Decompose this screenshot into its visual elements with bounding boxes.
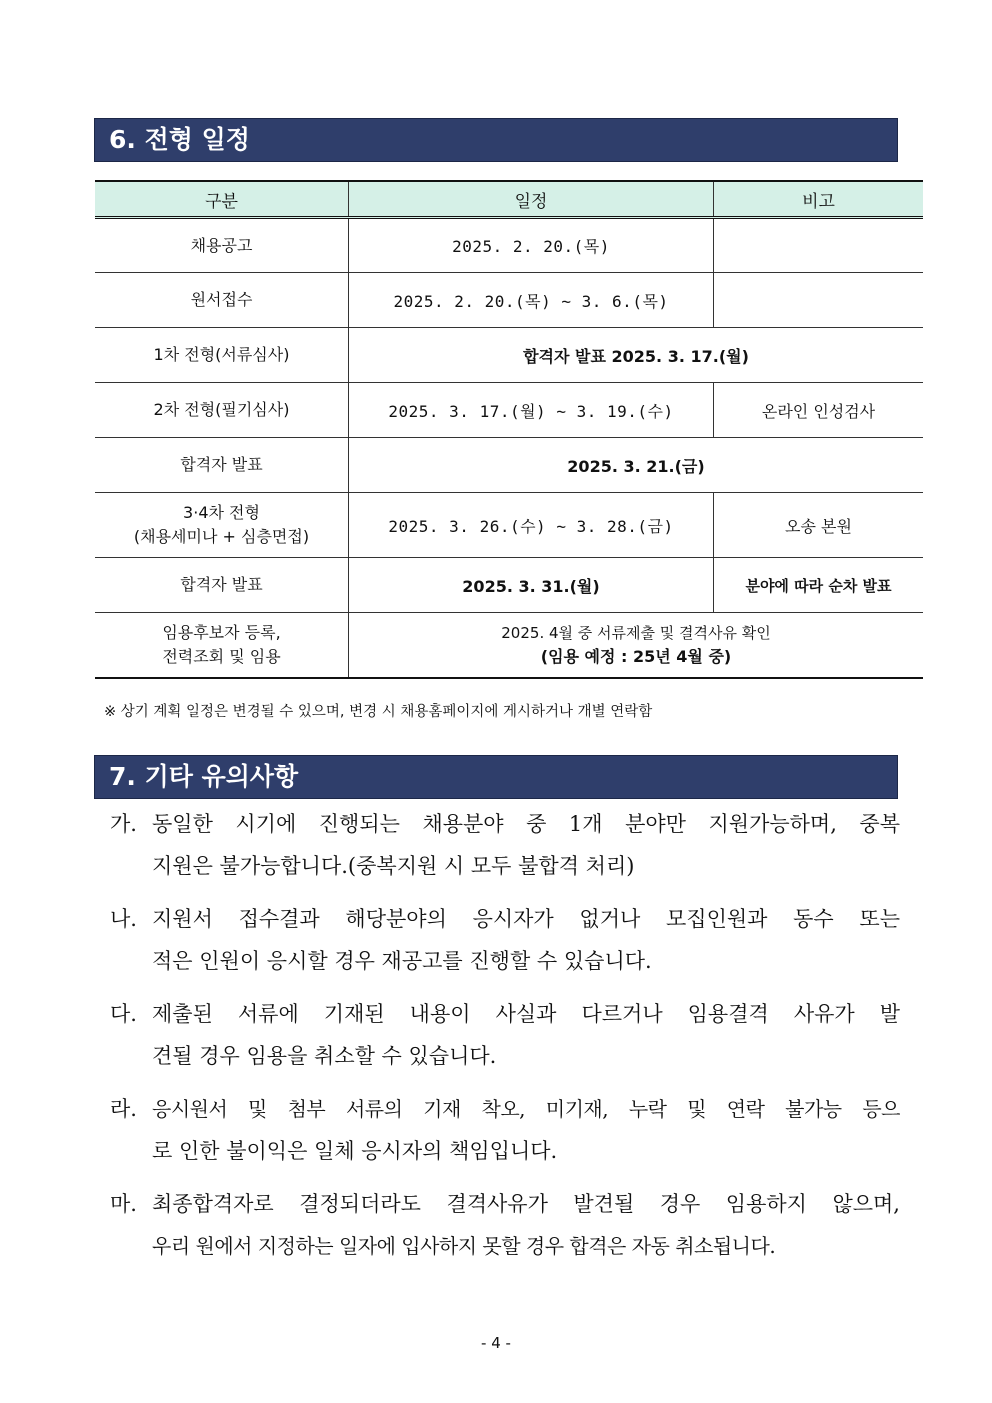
header-stage: 구분 bbox=[95, 181, 349, 218]
notice-line-1: 최종합격자로 결정되더라도 결격사유가 발견될 경우 임용하지 않으며, bbox=[152, 1192, 900, 1216]
note-cell bbox=[714, 218, 924, 273]
section-7-title: 7. 기타 유의사항 bbox=[109, 762, 299, 791]
schedule-table bbox=[95, 180, 923, 679]
table-row bbox=[95, 493, 923, 558]
notice-line-1: 제출된 서류에 기재된 내용이 사실과 다르거나 임용결격 사유가 발 bbox=[152, 1002, 900, 1026]
table-row bbox=[95, 273, 923, 328]
stage-cell: 합격자 발표 bbox=[95, 438, 349, 493]
notice-line-1: 응시원서 및 첨부 서류의 기재 착오, 미기재, 누락 및 연락 불가능 등으 bbox=[152, 1097, 900, 1121]
stage-line-1: 3·4차 전형 bbox=[183, 503, 260, 522]
note-cell: 분야에 따라 순차 발표 bbox=[714, 558, 924, 613]
list-item bbox=[110, 1088, 900, 1172]
notice-line-2: 견될 경우 임용을 취소할 수 있습니다. bbox=[152, 1044, 497, 1068]
note-cell: 오송 본원 bbox=[714, 493, 924, 558]
notice-line-2: 적은 인원이 응시할 경우 재공고를 진행할 수 있습니다. bbox=[152, 949, 652, 973]
header-date: 일정 bbox=[349, 181, 714, 218]
date-cell: 2025. 2. 20.(목) bbox=[349, 218, 714, 273]
note-cell bbox=[714, 273, 924, 328]
notice-line-1: 지원서 접수결과 해당분야의 응시자가 없거나 모집인원과 동수 또는 bbox=[152, 907, 900, 931]
note-cell: 온라인 인성검사 bbox=[714, 383, 924, 438]
schedule-footnote: ※ 상기 계획 일정은 변경될 수 있으며, 변경 시 채용홈페이지에 게시하거나 개별 연락함 bbox=[104, 704, 653, 720]
date-cell bbox=[349, 613, 924, 678]
list-item bbox=[110, 898, 900, 982]
table-row bbox=[95, 328, 923, 383]
stage-cell: 채용공고 bbox=[95, 218, 349, 273]
table-row bbox=[95, 383, 923, 438]
notice-line-2: 로 인한 불이익은 일체 응시자의 책임입니다. bbox=[152, 1139, 558, 1163]
list-item bbox=[110, 803, 900, 887]
date-line-1: 2025. 4월 중 서류제출 및 결격사유 확인 bbox=[501, 623, 771, 642]
stage-line-2: (채용세미나 + 심층면접) bbox=[133, 527, 310, 546]
section-6-title: 6. 전형 일정 bbox=[109, 125, 250, 154]
date-cell: 2025. 3. 21.(금) bbox=[349, 438, 924, 493]
table-row bbox=[95, 558, 923, 613]
list-marker: 다. bbox=[110, 1002, 137, 1026]
table-row bbox=[95, 613, 923, 678]
list-item bbox=[110, 993, 900, 1077]
table-row bbox=[95, 218, 923, 273]
date-line-2: (임용 예정 : 25년 4월 중) bbox=[540, 646, 732, 666]
list-marker: 라. bbox=[110, 1097, 137, 1121]
stage-line-1: 임용후보자 등록, bbox=[162, 622, 281, 642]
notice-line-1: 동일한 시기에 진행되는 채용분야 중 1개 분야만 지원가능하며, 중복 bbox=[152, 812, 900, 836]
list-marker: 나. bbox=[110, 907, 137, 931]
date-cell: 2025. 2. 20.(목) ~ 3. 6.(목) bbox=[349, 273, 714, 328]
list-marker: 가. bbox=[110, 812, 137, 836]
stage-cell: 1차 전형(서류심사) bbox=[95, 328, 349, 383]
table-header-row bbox=[95, 181, 923, 218]
stage-cell: 합격자 발표 bbox=[95, 558, 349, 613]
header-note: 비고 bbox=[714, 181, 924, 218]
stage-cell bbox=[95, 493, 349, 558]
section-7-header bbox=[94, 755, 898, 799]
date-cell: 2025. 3. 26.(수) ~ 3. 28.(금) bbox=[349, 493, 714, 558]
date-cell: 2025. 3. 17.(월) ~ 3. 19.(수) bbox=[349, 383, 714, 438]
notice-list bbox=[110, 803, 900, 1278]
notice-line-2: 지원은 불가능합니다.(중복지원 시 모두 불합격 처리) bbox=[152, 854, 635, 878]
stage-cell: 2차 전형(필기심사) bbox=[95, 383, 349, 438]
date-cell: 합격자 발표 2025. 3. 17.(월) bbox=[349, 328, 924, 383]
stage-cell: 원서접수 bbox=[95, 273, 349, 328]
notice-line-2: 우리 원에서 지정하는 일자에 입사하지 못할 경우 합격은 자동 취소됩니다. bbox=[152, 1234, 776, 1258]
page-number: - 4 - bbox=[481, 1334, 511, 1352]
date-cell: 2025. 3. 31.(월) bbox=[349, 558, 714, 613]
list-marker: 마. bbox=[110, 1192, 137, 1216]
section-6-header bbox=[94, 118, 898, 162]
stage-line-2: 전력조회 및 임용 bbox=[162, 646, 281, 666]
table-row bbox=[95, 438, 923, 493]
stage-cell bbox=[95, 613, 349, 678]
list-item bbox=[110, 1183, 900, 1267]
